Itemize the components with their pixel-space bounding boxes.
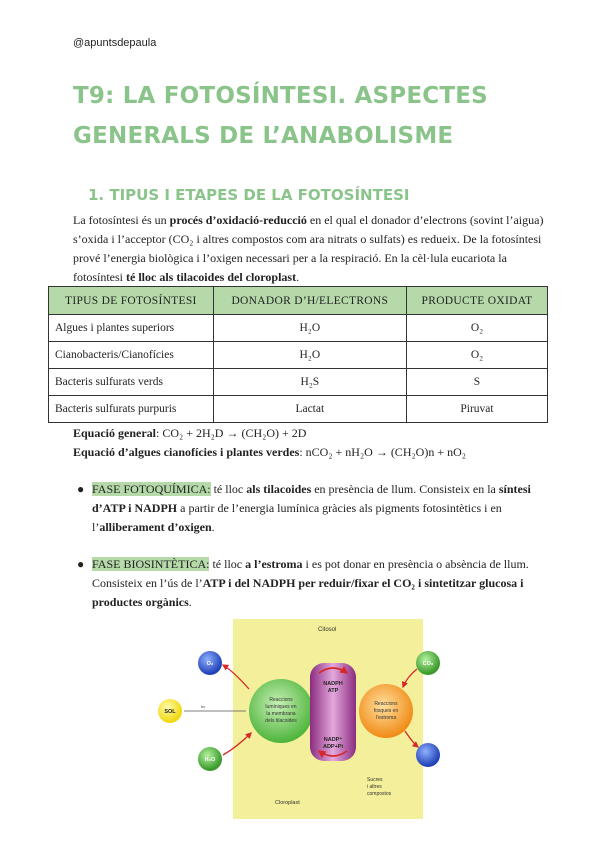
table-cell: O₂ [406,342,547,369]
table-cell: H₂O [213,342,406,369]
table-cell: S [406,369,547,396]
table-cell: Piruvat [406,396,547,423]
table-cell: O₂ [406,315,547,342]
dark-reactions-label: fosques en [373,708,399,714]
sugars-label: Sucres [367,777,383,783]
dark-reactions-label: Reaccions [374,701,398,707]
nadp-label: NADP⁺ [323,737,343,743]
bullet-dot-icon: ● [77,557,85,571]
light-reactions-label: dels tilacoides [265,718,297,724]
sugars-label: i altres [367,784,382,790]
table-header: PRODUCTE OXIDAT [406,287,547,315]
table-cell: Lactat [213,396,406,423]
intro-paragraph: La fotosíntesi és un procés d’oxidació-reducció en el qual el donador d’electrons (sovint l’aigua) s’oxida i l’acceptor (CO₂ i altres compostos com ara nitrats o sulfats) es redueix. De la fotosíntesi prové l’energia biològica i l’oxigen necessari per a la respiració. En la cèl·lula eucariota la fotosíntesi té lloc als tilacoides del cloroplast. [73,213,544,284]
bullet-photochemical: ● FASE FOTOQUÍMICA: té lloc als tilacoides en presència de llum. Consisteix en la síntesi d’ATP i NADPH a partir de l’energia lumínica gràcies als pigments fotosintètics i en l’alliberament d’oxigen. [77,482,531,534]
table-header: DONADOR D’H/ELECTRONS [213,287,406,315]
light-reactions-label: Reaccions [269,697,293,703]
dark-reactions-label: l’estroma [375,715,397,721]
chloroplast-label: Cloroplast [275,800,300,806]
light-reactions-label: lumíniques en [265,704,297,710]
light-energy-label: hν [201,704,206,709]
photosynthesis-types-table [48,286,548,423]
o2-label: O₂ [206,661,214,667]
bullet-dot-icon: ● [77,482,85,496]
section-heading: 1. TIPUS I ETAPES DE LA FOTOSÍNTESI [88,186,410,204]
table-cell: H₂S [213,369,406,396]
table-cell: Cianobacteris/Cianofícies [49,342,214,369]
table-cell: Bacteris sulfurats purpuris [49,396,214,423]
table-row [49,315,548,342]
sugars-label: compostos [367,791,392,797]
sugars-molecule-icon [416,743,440,767]
table-header-row [49,287,548,315]
photosynthesis-diagram [153,619,443,819]
nadph-label: NADPH [323,681,343,687]
atp-label: ATP [327,688,339,694]
sol-label: SOL [164,709,176,715]
citosol-label: Citosol [318,627,337,633]
light-reactions-label: la membrana [266,711,296,717]
co2-label: CO₂ [422,661,434,667]
table-cell: H₂O [213,315,406,342]
table-cell: Bacteris sulfurats verds [49,369,214,396]
table-cell: Algues i plantes superiors [49,315,214,342]
algae-equation: Equació d’algues cianofícies i plantes verdes: nCO₂ + nH₂O → (CH₂O)n + nO₂ [73,445,466,459]
table-row [49,369,548,396]
general-equation: Equació general: CO₂ + 2H₂D → (CH₂O) + 2D [73,426,307,440]
table-row [49,342,548,369]
table-header: TIPUS DE FOTOSÍNTESI [49,287,214,315]
adp-label: ADP+Pi [322,744,344,750]
author-handle: @apuntsdepaula [73,37,157,49]
table-row [49,396,548,423]
h2o-label: H₂O [204,757,216,763]
bullet-biosynthetic: ● FASE BIOSINTÈTICA: té lloc a l’estroma i es pot donar en presència o absència de llum. Consisteix en l’ús de l’ATP i del NADPH per reduir/fixar el CO₂ i sintetitzar glucosa i productes orgànics. [77,557,529,609]
page-title: T9: LA FOTOSÍNTESI. ASPECTES GENERALS DE L’ANABOLISME [73,83,488,149]
